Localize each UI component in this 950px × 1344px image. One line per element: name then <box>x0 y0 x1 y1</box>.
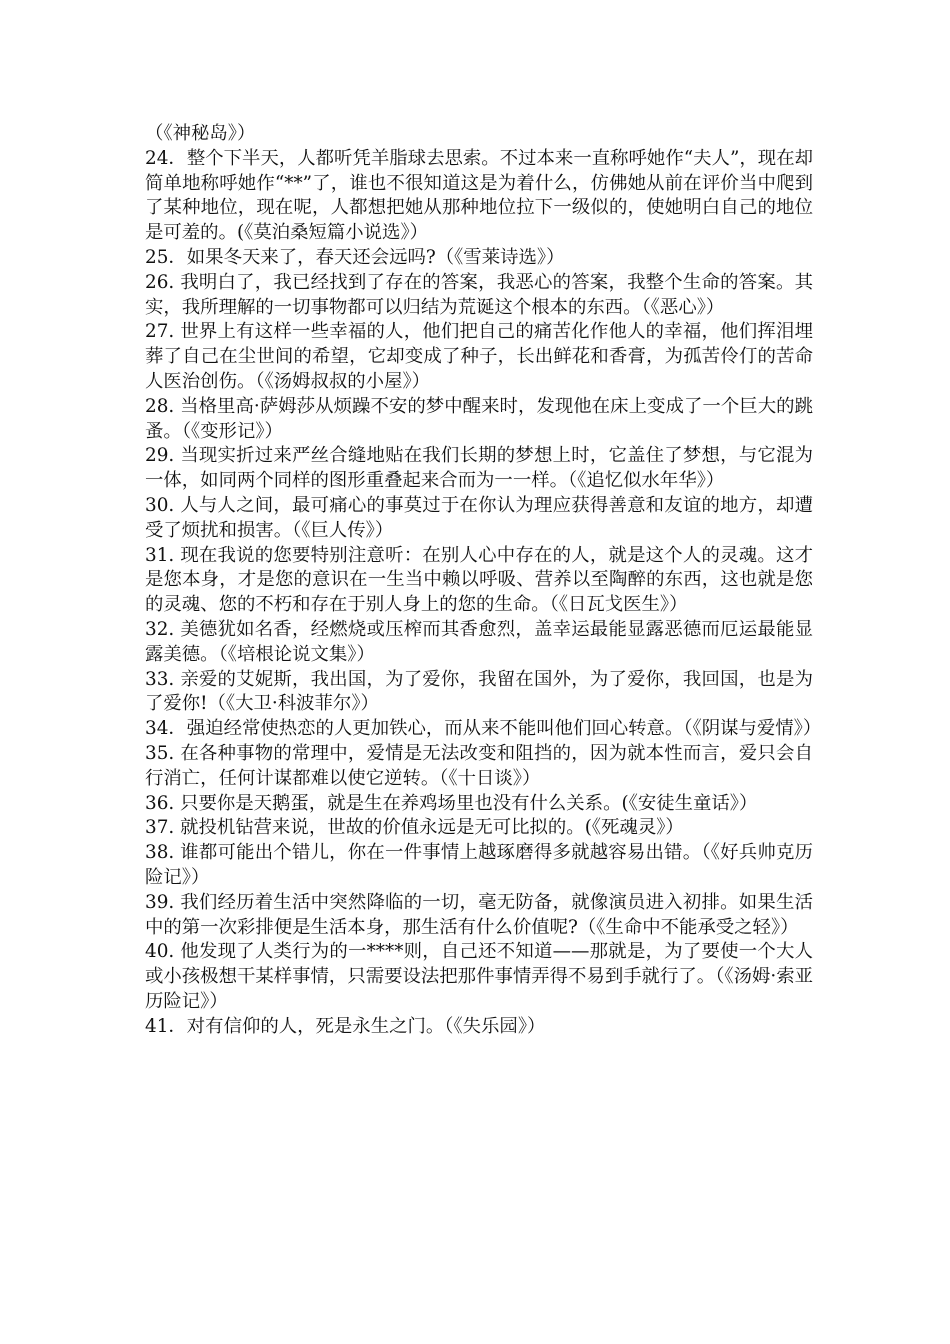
quote-entry-36: 36. 只要你是天鹅蛋，就是生在养鸡场里也没有什么关系。(《安徒生童话》） <box>145 792 758 814</box>
quote-entry-34: 34．强迫经常使热恋的人更加铁心，而从来不能叫他们回心转意。（《阴谋与爱情》） <box>145 718 822 740</box>
quote-entry-38: 38. 谁都可能出个错儿，你在一件事情上越琢磨得多就越容易出错。（《好兵帅克历险记》） <box>145 842 813 888</box>
quote-entry-37: 37. 就投机钻营来说，世故的价值永远是无可比拟的。(《死魂灵》） <box>145 817 684 839</box>
quote-entry-29: 29. 当现实折过来严丝合缝地贴在我们长期的梦想上时，它盖住了梦想，与它混为一体，如同两个同样的图形重叠起来合而为一一样。（《追忆似水年华》） <box>145 445 813 492</box>
quote-entry-41: 41．对有信仰的人，死是永生之门。（《失乐园》） <box>145 1015 546 1037</box>
quote-entry-24: 24．整个下半天，人都听凭羊脂球去思索。不过本来一直称呼她作“夫人”，现在却简单地称呼她作“**”了，谁也不很知道这是为着什么，仿佛她从前在评价当中爬到了某种地位，现在呢，人都想把她从那种地位拉下一级似的，使她明白自己的地位是可羞的。(《莫泊桑短篇小说选》） <box>145 147 813 244</box>
quote-entry-39: 39. 我们经历着生活中突然降临的一切，毫无防备，就像演员进入初排。如果生活中的第一次彩排便是生活本身，那生活有什么价值呢?（《生命中不能承受之轻》） <box>145 891 813 938</box>
quote-entry-35: 35. 在各种事物的常理中，爱情是无法改变和阻挡的，因为就本性而言，爱只会自行消亡，任何计谋都难以使它逆转。（《十日谈》） <box>145 742 813 789</box>
quote-entry-26: 26. 我明白了，我已经找到了存在的答案，我恶心的答案，我整个生命的答案。其实，我所理解的一切事物都可以归结为荒诞这个根本的东西。（《恶心》） <box>145 271 813 318</box>
quote-entry-31: 31. 现在我说的您要特别注意听：在别人心中存在的人，就是这个人的灵魂。这才是您本身，才是您的意识在一生当中赖以呼吸、营养以至陶醉的东西，这也就是您的灵魂、您的不朽和存在于别人身上的您的生命。（《日瓦戈医生》） <box>145 544 813 616</box>
quote-entry-33: 33. 亲爱的艾妮斯，我出国，为了爱你，我留在国外，为了爱你，我回国，也是为了爱你!（《大卫·科波菲尔》） <box>145 668 813 715</box>
quote-entry-40: 40. 他发现了人类行为的一****则，自己还不知道——那就是，为了要使一个大人或小孩极想干某样事情，只需要设法把那件事情弄得不易到手就行了。（《汤姆·索亚历险记》） <box>145 941 813 1012</box>
quote-entry-25: 25．如果冬天来了，春天还会远吗?（《雪莱诗选》） <box>145 246 565 268</box>
quote-entry-continuation: （《神秘岛》） <box>145 123 256 144</box>
quote-entry-30: 30. 人与人之间，最可痛心的事莫过于在你认为理应获得善意和友谊的地方，却遭受了烦扰和损害。（《巨人传》） <box>145 494 813 541</box>
quote-entry-28: 28. 当格里高·萨姆莎从烦躁不安的梦中醒来时，发现他在床上变成了一个巨大的跳蚤。（《变形记》） <box>145 395 813 442</box>
document-body <box>145 122 822 1039</box>
quote-entry-32: 32. 美德犹如名香，经燃烧或压榨而其香愈烈，盖幸运最能显露恶德而厄运最能显露美德。（《培根论说文集》） <box>145 618 813 665</box>
quote-entry-27: 27. 世界上有这样一些幸福的人，他们把自己的痛苦化作他人的幸福，他们挥泪埋葬了自己在尘世间的希望，它却变成了种子，长出鲜花和香膏，为孤苦伶仃的苦命人医治创伤。（《汤姆叔叔的小屋》） <box>145 321 813 392</box>
